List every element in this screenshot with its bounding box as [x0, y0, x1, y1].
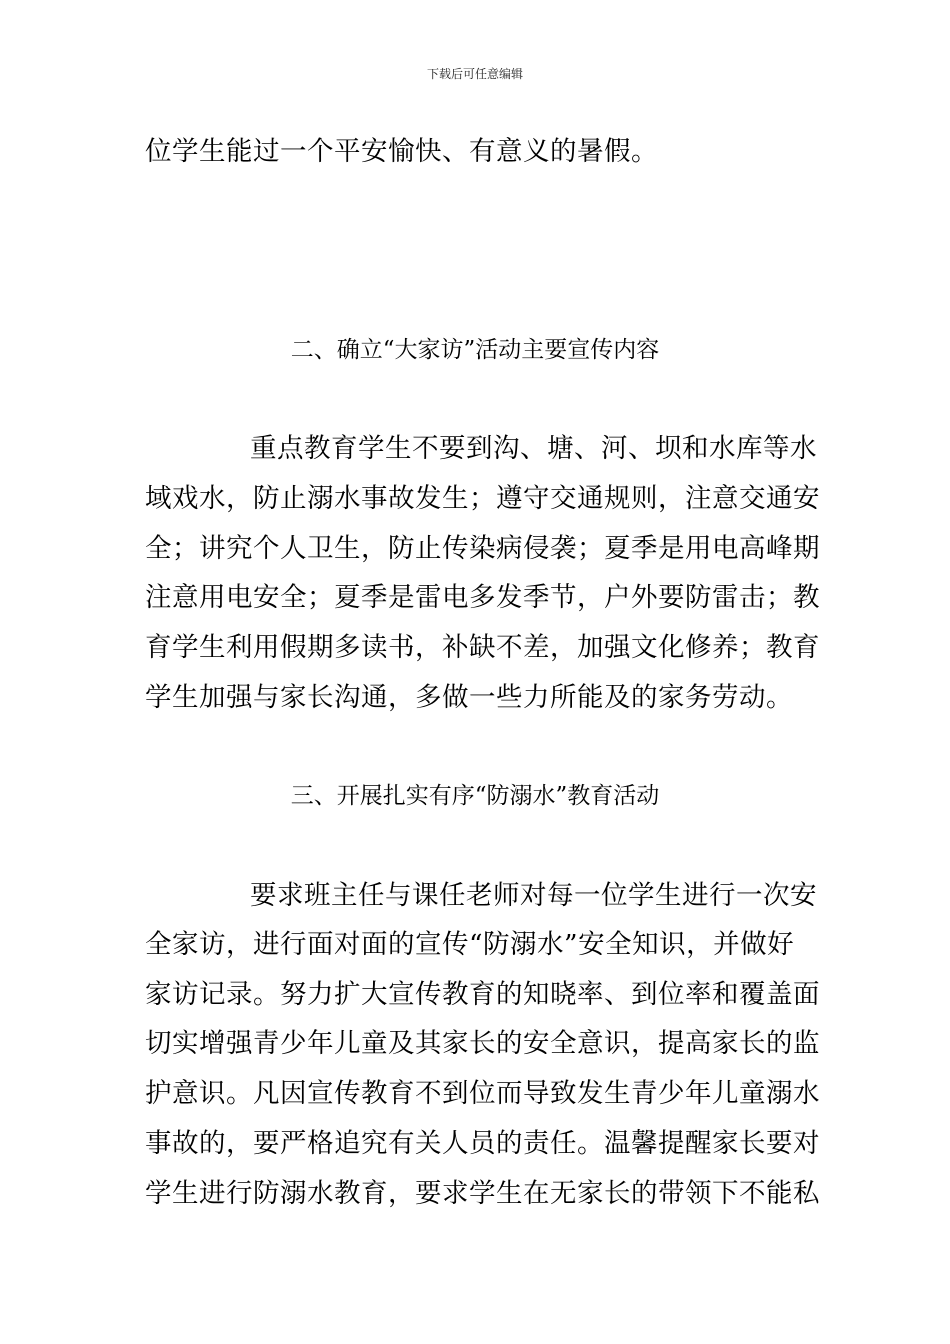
- section-3-line: 要求班主任与课任老师对每一位学生进行一次安: [250, 880, 817, 911]
- section-2-line: 学生加强与家长沟通，多做一些力所能及的家务劳动。: [145, 682, 793, 713]
- section-3-line: 护意识。凡因宣传教育不到位而导致发生青少年儿童溺水: [145, 1078, 820, 1109]
- header-note: 下载后可任意编辑: [426, 67, 523, 81]
- section-3-line: 全家访，进行面对面的宣传“防溺水”安全知识，并做好: [145, 929, 795, 960]
- section-3-line: 学生进行防溺水教育，要求学生在无家长的带领下不能私: [145, 1178, 820, 1209]
- section-2-line: 全；讲究个人卫生，防止传染病侵袭；夏季是用电高峰期: [145, 533, 820, 564]
- section-2-line: 注意用电安全；夏季是雷电多发季节，户外要防雷击；教: [145, 582, 820, 613]
- section-3-line: 事故的，要严格追究有关人员的责任。温馨提醒家长要对: [145, 1128, 820, 1159]
- section-3-line: 切实增强青少年儿童及其家长的安全意识，提高家长的监: [145, 1028, 820, 1059]
- section-3-line: 家访记录。努力扩大宣传教育的知晓率、到位率和覆盖面: [145, 979, 820, 1010]
- section-2-line: 育学生利用假期多读书，补缺不差，加强文化修养；教育: [145, 632, 820, 663]
- section-2-heading: 二、确立“大家访”活动主要宣传内容: [290, 337, 660, 363]
- section-3-heading: 三、开展扎实有序“防溺水”教育活动: [290, 783, 660, 809]
- section-2-line: 域戏水，防止溺水事故发生；遵守交通规则，注意交通安: [145, 483, 820, 514]
- intro-line: 位学生能过一个平安愉快、有意义的暑假。: [145, 136, 658, 167]
- section-2-line: 重点教育学生不要到沟、塘、河、坝和水库等水: [250, 433, 817, 464]
